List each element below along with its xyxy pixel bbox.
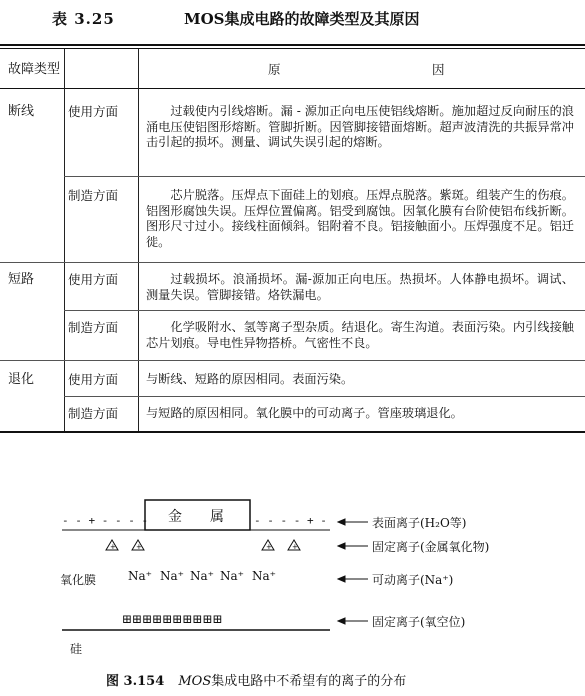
fixed-ion-top-label: 固定离子(金属氧化物) (372, 540, 490, 554)
row-divider (0, 360, 585, 361)
col-divider-2 (138, 49, 139, 431)
mobile-ion: Na⁺ (190, 569, 214, 583)
ion-distribution-figure (0, 440, 585, 696)
silicon-label: 硅 (70, 642, 83, 656)
table-title-bar (0, 8, 585, 30)
category-short: 短路 (8, 272, 35, 287)
header-fault-type: 故障类型 (8, 62, 61, 77)
table-number: 表 3.25 (52, 10, 115, 28)
table-title: MOS集成电路的故障类型及其原因 (184, 10, 420, 28)
svg-text:+: + (110, 543, 116, 551)
reason-text: 过载使内引线熔断。漏 - 源加正向电压使铝线熔断。施加超过反向耐压的浪涌电压使铝图形熔断。管脚折断。因管脚接错面熔断。超声波清洗的共振异常冲击引起的损坏。测量、调试失误引起的熔断。 (146, 104, 574, 149)
header-reason-2: 因 (432, 62, 445, 77)
reason-text: 与断线、短路的原因相同。表面污染。 (146, 372, 354, 386)
aspect-manufacture: 制造方面 (68, 188, 119, 203)
reason-text: 化学吸附水、氢等离子型杂质。结退化。寄生沟道。表面污染。内引线接触芯片划痕。导电性异物搭桥。气密性不良。 (146, 320, 574, 350)
mobile-ion: Na⁺ (160, 569, 184, 583)
aspect-use: 使用方面 (68, 272, 119, 287)
caption-number: 图 3.154 (106, 674, 165, 689)
fixed-ion-boxes: ⊞⊞⊞⊞⊞⊞⊞⊞⊞⊞ (122, 612, 223, 626)
fixed-ion-triangles (106, 540, 300, 551)
row-divider (64, 176, 585, 177)
mobile-ion-label: 可动离子(Na⁺) (372, 573, 454, 587)
caption-text: 集成电路中不希望有的离子的分布 (211, 674, 407, 689)
caption-italic: MOS (178, 674, 212, 689)
mobile-ion: Na⁺ (128, 569, 152, 583)
header-rule (0, 88, 585, 89)
surface-charges-right: - - - - + - (254, 514, 327, 527)
oxide-label: 氧化膜 (60, 573, 97, 587)
mobile-ion: Na⁺ (252, 569, 276, 583)
bottom-rule (0, 431, 585, 433)
aspect-manufacture: 制造方面 (68, 406, 119, 421)
aspect-use: 使用方面 (68, 104, 119, 119)
mobile-ion: Na⁺ (220, 569, 244, 583)
label-arrows (338, 519, 368, 624)
aspect-manufacture: 制造方面 (68, 320, 119, 335)
reason-text: 过载损坏。浪涌损坏。漏-源加正向电压。热损坏。人体静电损坏。调试、测量失误。管脚接错。烙铁漏电。 (146, 272, 574, 302)
svg-text:+: + (292, 543, 298, 551)
fixed-ion-bottom-label: 固定离子(氧空位) (372, 615, 466, 629)
svg-text:+: + (266, 543, 272, 551)
aspect-use: 使用方面 (68, 372, 119, 387)
top-rule-thin (0, 48, 585, 49)
row-divider (64, 396, 585, 397)
row-divider (64, 310, 585, 311)
top-rule (0, 44, 585, 46)
surface-ion-label: 表面离子(H₂O等) (372, 516, 467, 530)
category-open: 断线 (8, 104, 35, 119)
header-reason-1: 原 (268, 62, 281, 77)
row-divider (0, 262, 585, 263)
reason-text: 芯片脱落。压焊点下面硅上的划痕。压焊点脱落。紫斑。组装产生的伤痕。铝图形腐蚀失误。压焊位置偏离。铝受到腐蚀。因氧化膜有台阶使铝布线折断。图形尺寸过小。接线柱面倾斜。铝附着不良。铝接触面小。压焊强度不足。铝迁徙。 (146, 188, 574, 249)
surface-charges-left: - - + - - - - (62, 514, 149, 527)
reason-text: 与短路的原因相同。氧化膜中的可动离子。管座玻璃退化。 (146, 406, 463, 420)
col-divider-1 (64, 49, 65, 431)
svg-text:+: + (136, 543, 142, 551)
category-degradation: 退化 (8, 372, 35, 387)
metal-label: 金 属 (168, 509, 224, 525)
figure-caption (106, 670, 406, 689)
